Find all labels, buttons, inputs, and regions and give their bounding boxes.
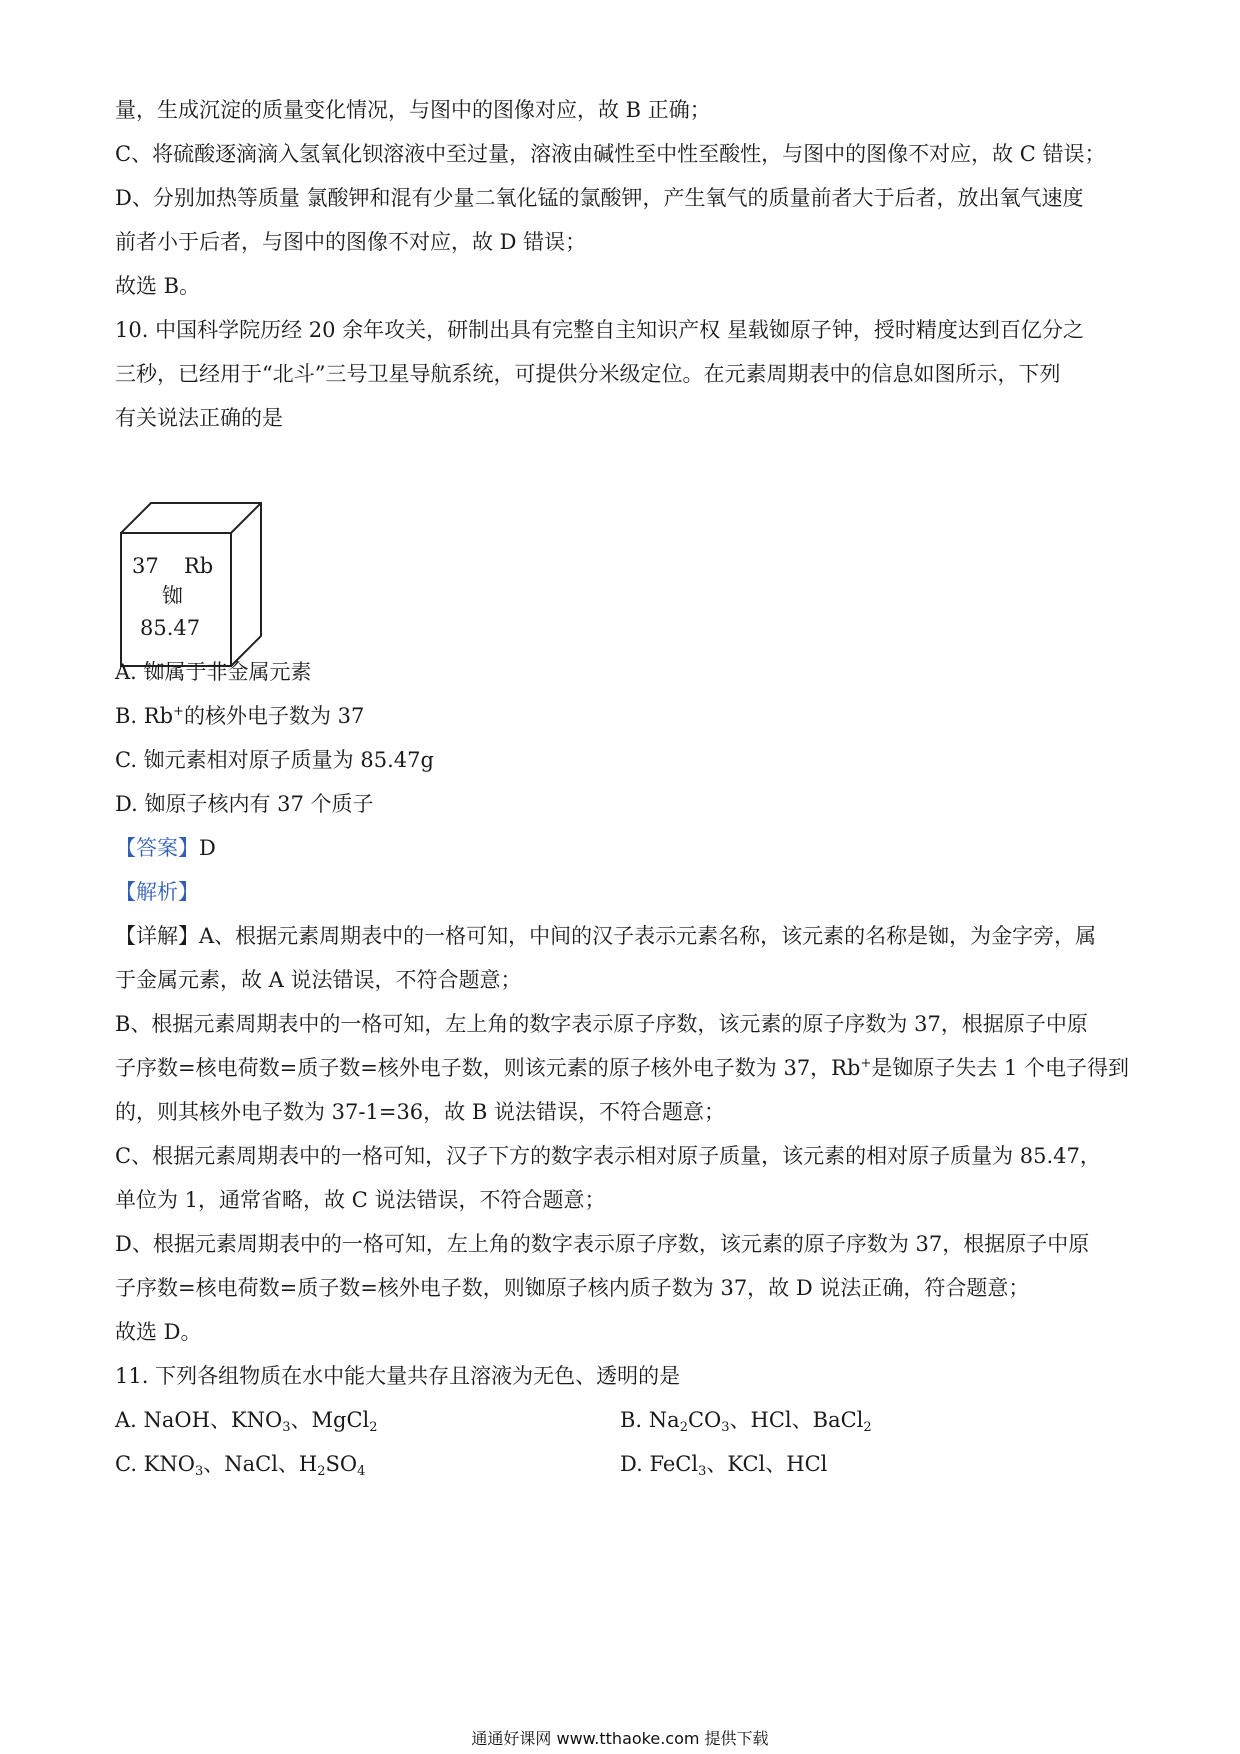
explain-line: 子序数=核电荷数=质子数=核外电子数，则铷原子核内质子数为 37，故 D 说法正确，符合题意；	[115, 1276, 1030, 1300]
explain-line: 子序数=核电荷数=质子数=核外电子数，则该元素的原子核外电子数为 37，Rb+是铷原子失去 1 个电子得到	[115, 1056, 1130, 1080]
q11-option-c: C. $KNO_3$、NaCl、$H_2SO_4$	[115, 1452, 366, 1479]
atomic-mass: 85.47	[140, 616, 201, 640]
option-d: D. 铷原子核内有 37 个质子	[115, 792, 374, 816]
text-line: D、分别加热等质量 氯酸钾和混有少量二氧化锰的氯酸钾，产生氧气的质量前者大于后者，放出氧气速度	[115, 186, 1084, 210]
question-10-stem: 10. 中国科学院历经 20 余年攻关，研制出具有完整自主知识产权 星载铷原子钟，授时精度达到百亿分之	[115, 318, 1084, 342]
explain-line: 于金属元素，故 A 说法错误，不符合题意；	[115, 968, 522, 992]
cube-outline-icon	[118, 500, 268, 670]
analysis-label: 【解析】	[115, 880, 199, 904]
question-10-stem: 有关说法正确的是	[115, 406, 283, 430]
explain-line: 【详解】A、根据元素周期表中的一格可知，中间的汉子表示元素名称，该元素的名称是铷，为金字旁，属	[115, 924, 1097, 948]
text-line: 故选 B。	[115, 274, 201, 298]
explain-line: D、根据元素周期表中的一格可知，左上角的数字表示原子序数，该元素的原子序数为 37，根据原子中原	[115, 1232, 1090, 1256]
q11-option-b: B. $Na_2CO_3$、HCl、BaCl$_2$	[620, 1408, 872, 1435]
question-11-stem: 11. 下列各组物质在水中能大量共存且溶液为无色、透明的是	[115, 1364, 681, 1388]
q11-option-a: A. NaOH、$KNO_3$、MgCl$_2$	[115, 1408, 378, 1435]
answer-line	[115, 834, 216, 862]
explain-line: 的，则其核外电子数为 37-1=36，故 B 说法错误，不符合题意；	[115, 1100, 725, 1124]
explain-line: 单位为 1，通常省略，故 C 说法错误，不符合题意；	[115, 1188, 606, 1212]
option-c: C. 铷元素相对原子质量为 85.47g	[115, 748, 434, 772]
text-line: 前者小于后者，与图中的图像不对应，故 D 错误；	[115, 230, 587, 254]
explain-line: B、根据元素周期表中的一格可知，左上角的数字表示原子序数，该元素的原子序数为 37，根据原子中原	[115, 1012, 1088, 1036]
text-line: C、将硫酸逐滴滴入氢氧化钡溶液中至过量，溶液由碱性至中性至酸性，与图中的图像不对应，故 C 错误；	[115, 142, 1106, 166]
element-symbol: Rb	[184, 554, 214, 578]
explain-line: C、根据元素周期表中的一格可知，汉子下方的数字表示相对原子质量，该元素的相对原子质量为 85.47，	[115, 1144, 1101, 1168]
element-name: 铷	[162, 584, 183, 608]
footer-download-note: 通通好课网 www.tthaoke.com 提供下载	[471, 1729, 769, 1748]
question-10-stem: 三秒，已经用于“北斗”三号卫星导航系统，可提供分米级定位。在元素周期表中的信息如图所示，下列	[115, 362, 1061, 386]
text-line: 量，生成沉淀的质量变化情况，与图中的图像对应，故 B 正确；	[115, 98, 711, 122]
option-b: B. Rb+的核外电子数为 37	[115, 704, 365, 728]
explain-line: 故选 D。	[115, 1320, 202, 1344]
atomic-number: 37	[132, 554, 159, 578]
q11-option-d: D. FeCl$_3$、KCl、HCl	[620, 1452, 828, 1479]
element-card-rubidium	[118, 500, 268, 670]
answer-value: D	[199, 836, 216, 860]
option-a: A. 铷属于非金属元素	[115, 660, 312, 684]
answer-label: 【答案】	[115, 836, 199, 860]
